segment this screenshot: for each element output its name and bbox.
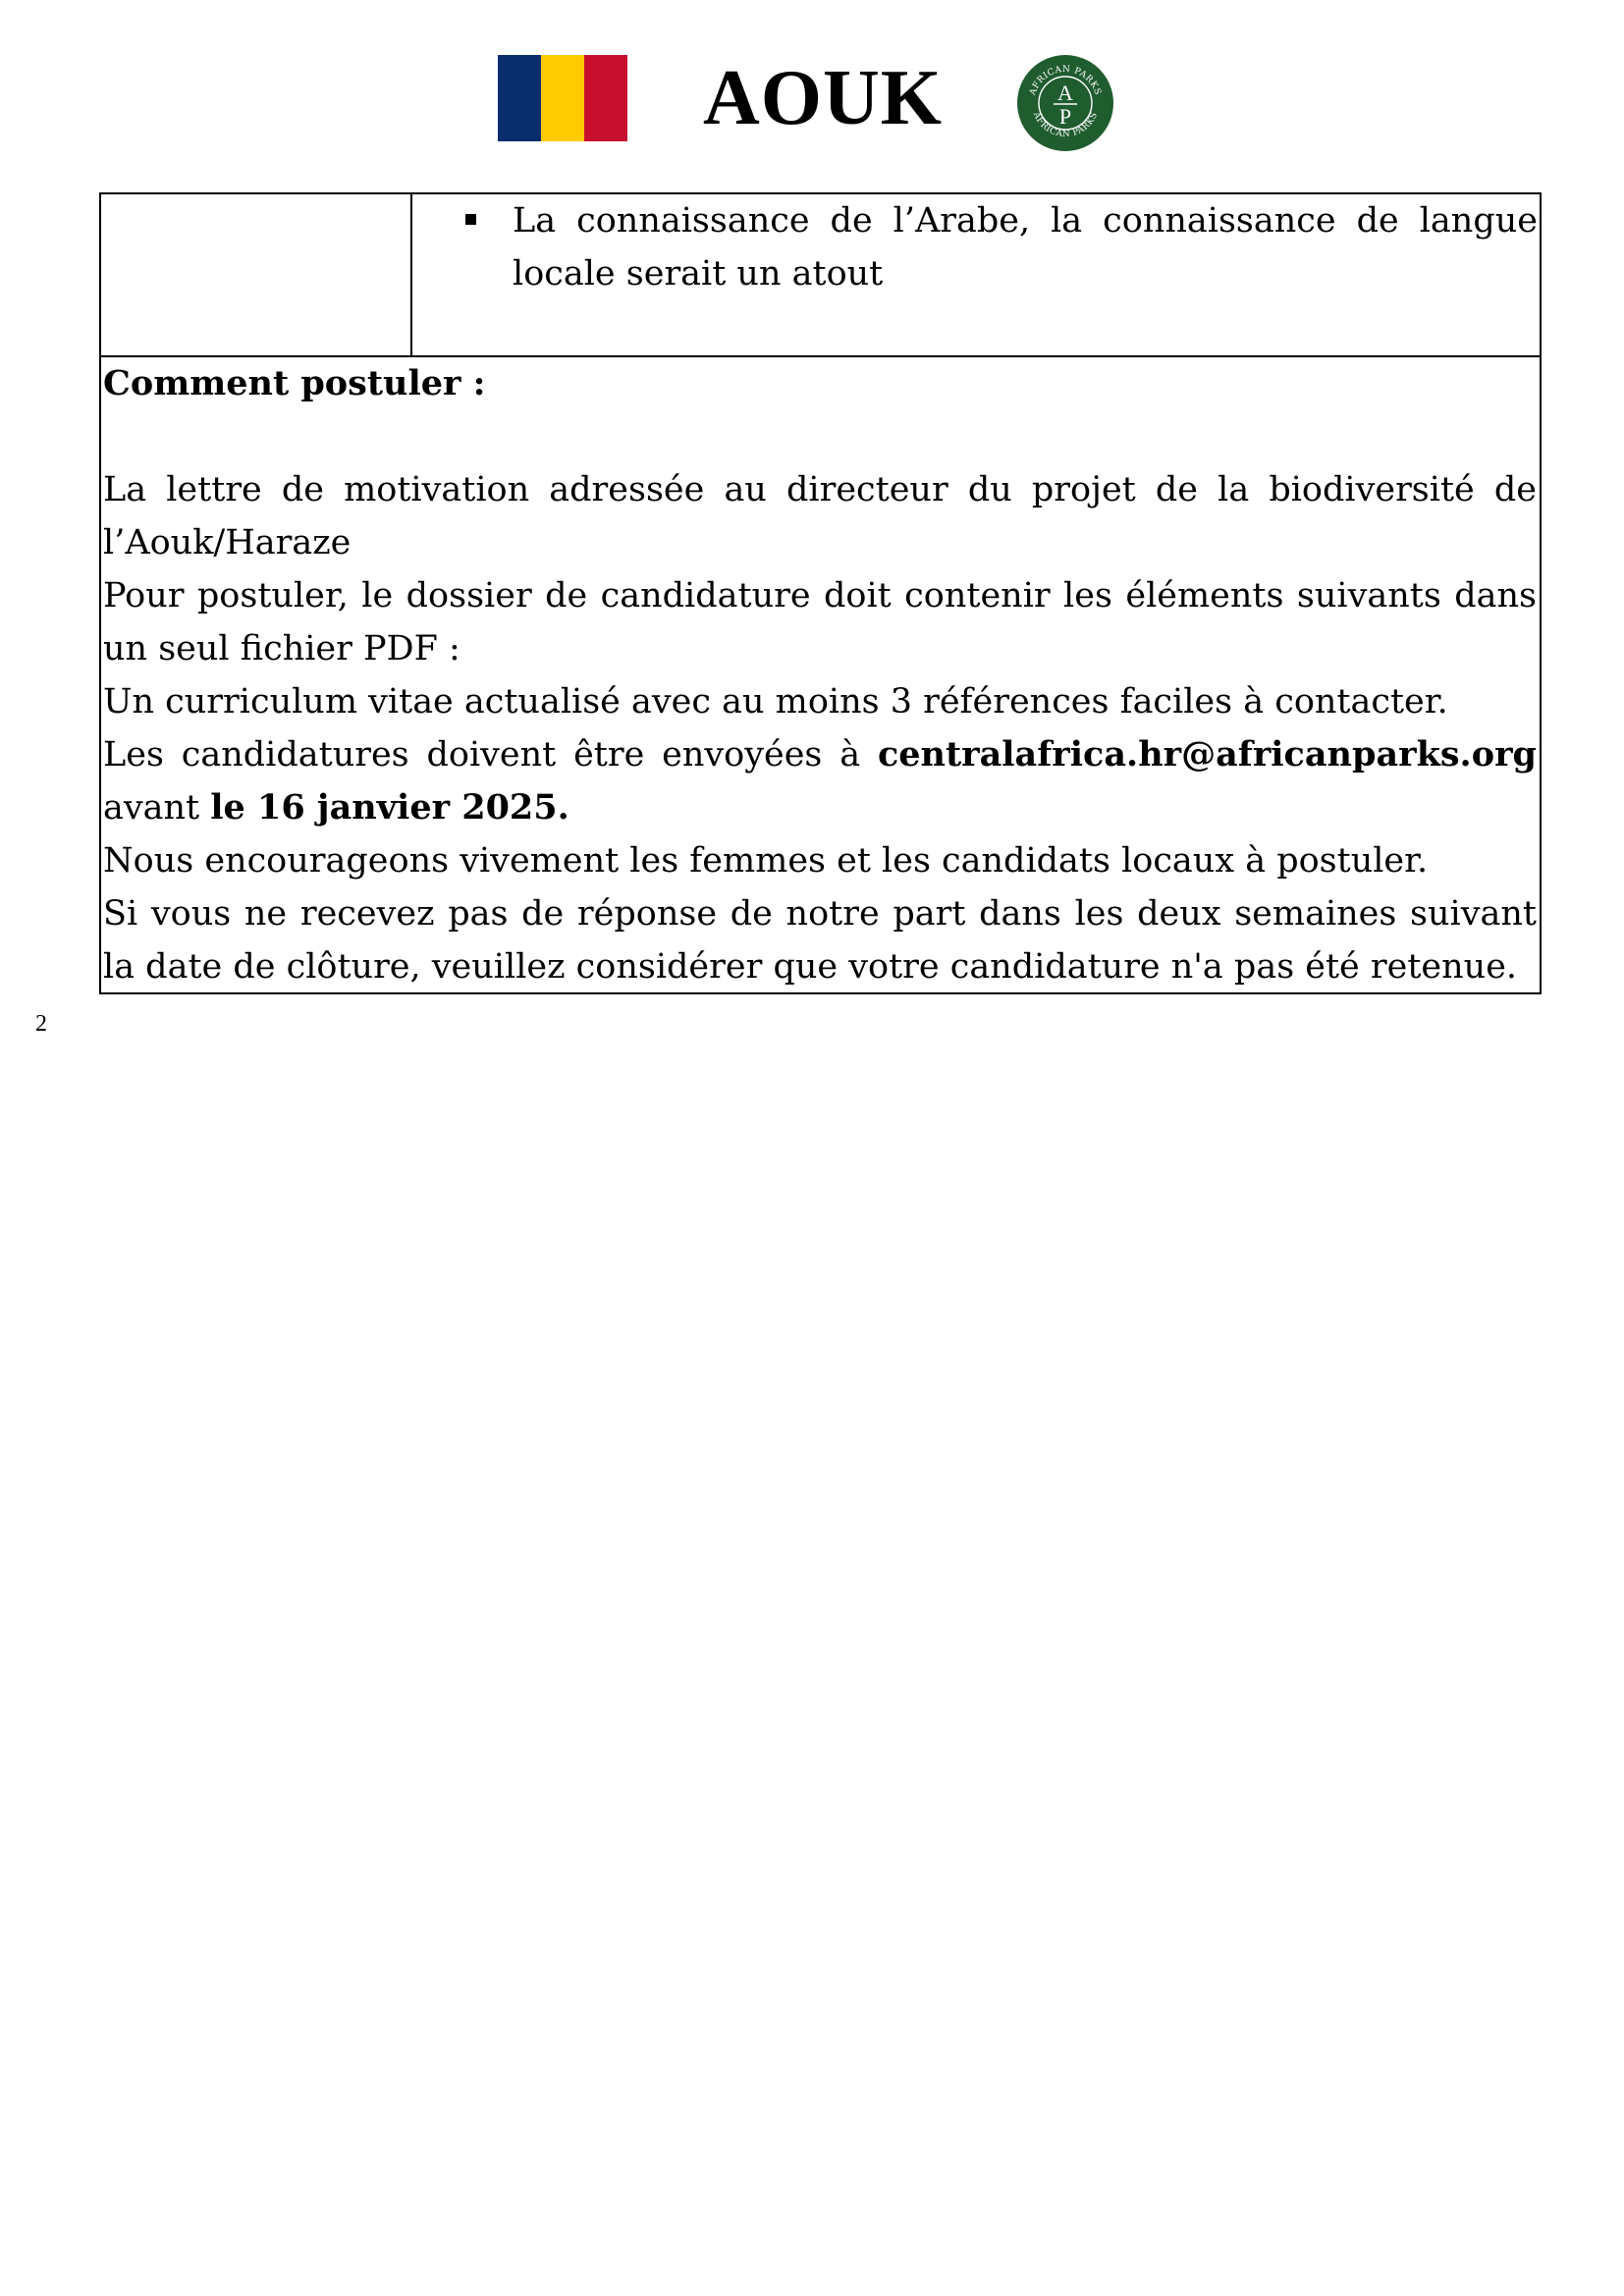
- paragraph-send-applications: [103, 728, 1537, 834]
- deadline-date: le 16 janvier 2025.: [210, 787, 569, 828]
- page-header-title: AOUK: [703, 55, 943, 141]
- paragraph-cv: Un curriculum vitae actualisé avec au moins 3 références faciles à contacter.: [103, 682, 1448, 721]
- email-address: centralafrica.hr@africanparks.org: [877, 734, 1537, 774]
- requirement-bullet-text: La connaissance de l’Arabe, la connaissance de langue locale serait un atout: [513, 201, 1538, 294]
- before-text: avant: [103, 788, 200, 828]
- job-posting-table: [99, 192, 1542, 994]
- chad-flag-icon: [498, 55, 627, 141]
- logo-ring-text-top: AFRICAN PARKS: [1028, 64, 1103, 97]
- send-to-text: Les candidatures doivent être envoyées à: [103, 735, 861, 774]
- table-cell-requirements: [412, 194, 1540, 355]
- page-number: 2: [35, 1011, 47, 1037]
- african-parks-logo-icon: [1016, 54, 1114, 152]
- flag-stripe-yellow: [541, 55, 584, 141]
- logo-letter-p: P: [1058, 104, 1072, 129]
- logo-ring-text-bottom: AFRICAN PARKS: [1030, 110, 1101, 140]
- table-row: [101, 194, 1540, 357]
- square-bullet-icon: [465, 214, 476, 225]
- paragraph-application-file: Pour postuler, le dossier de candidature doit contenir les éléments suivants dans un seul fichier PDF :: [103, 576, 1537, 668]
- paragraph-motivation-letter: La lettre de motivation adressée au directeur du projet de la biodiversité de l’Aouk/Haraze: [103, 470, 1537, 562]
- how-to-apply-cell: [101, 357, 1540, 992]
- section-heading: Comment postuler :: [103, 363, 486, 403]
- table-cell-empty: [101, 194, 412, 355]
- flag-stripe-blue: [498, 55, 541, 141]
- paragraph-no-response: Si vous ne recevez pas de réponse de notre part dans les deux semaines suivant la date de clôture, veuillez considérer que votre candidature n'a pas été retenue.: [103, 894, 1537, 987]
- flag-stripe-red: [584, 55, 627, 141]
- logo-letter-a: A: [1057, 80, 1073, 105]
- paragraph-encouragement: Nous encourageons vivement les femmes et les candidats locaux à postuler.: [103, 841, 1429, 881]
